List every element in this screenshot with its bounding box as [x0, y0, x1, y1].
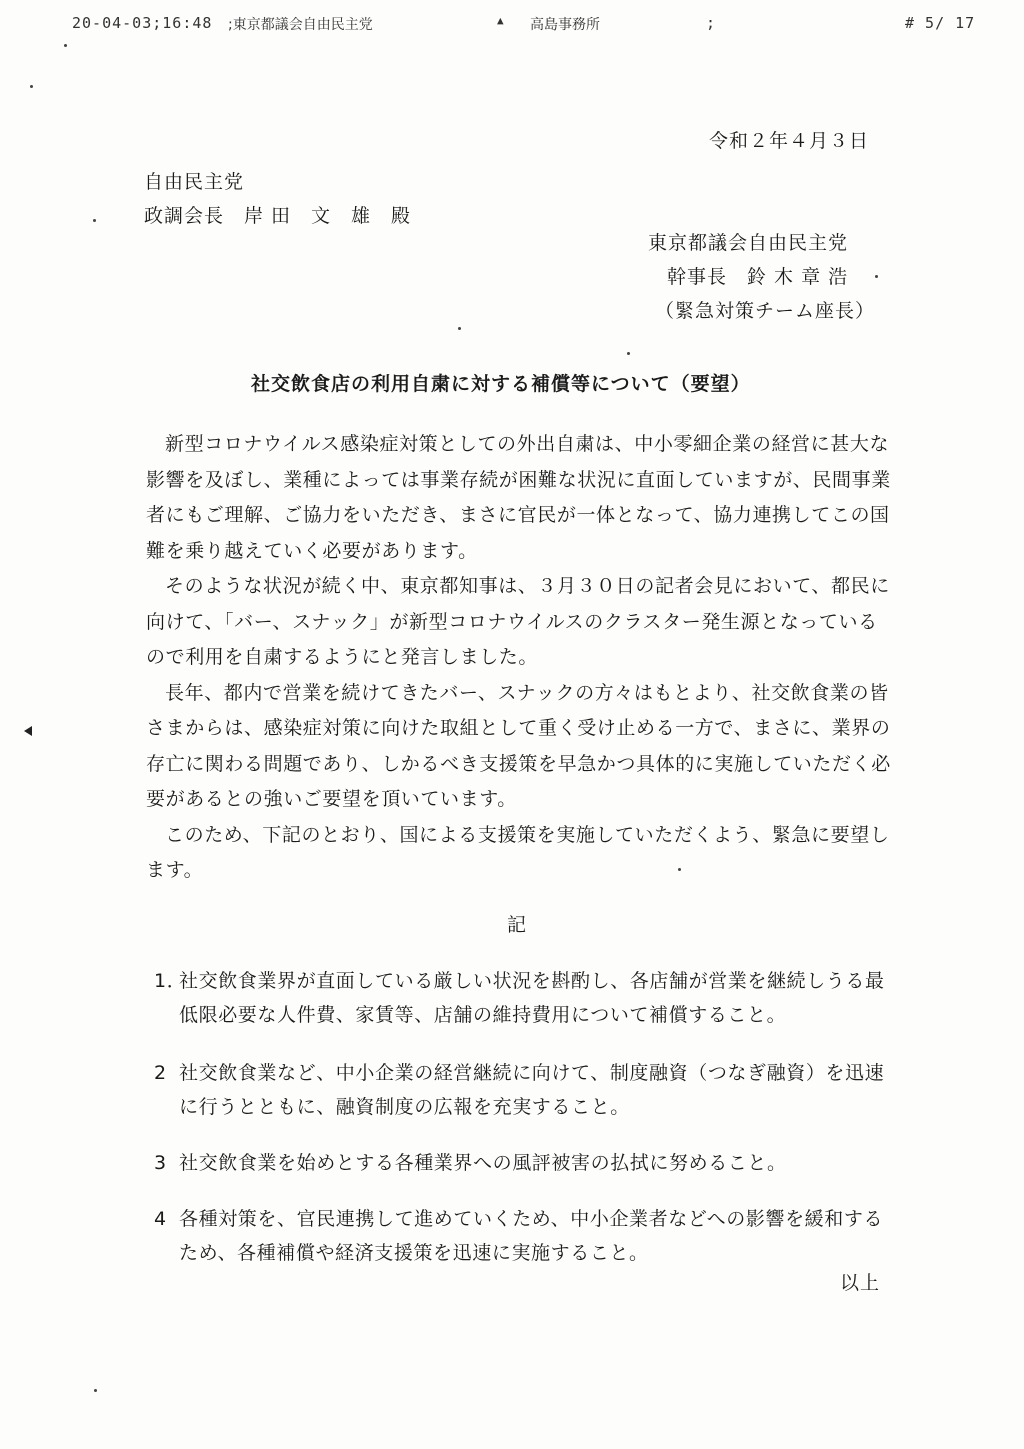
- letter-body: [146, 427, 892, 889]
- request-item-number: 2: [154, 1062, 167, 1084]
- scan-speck: [458, 327, 461, 330]
- sender-organization: 東京都議会自由民主党: [648, 232, 849, 254]
- scan-speck: [627, 352, 630, 355]
- request-item-number: 1．: [154, 970, 187, 992]
- body-paragraph: このため、下記のとおり、国による支援策を実施していただくよう、緊急に要望します。: [146, 823, 890, 881]
- fax-office: 高島事務所: [530, 17, 600, 33]
- recipient-party: 自由民主党: [144, 171, 245, 193]
- fax-separator: ;: [706, 14, 716, 32]
- fax-page-number: # 5/ 17: [905, 14, 976, 32]
- ki-heading: 記: [507, 914, 527, 936]
- request-item: [154, 1056, 894, 1124]
- request-item: [154, 1146, 894, 1180]
- scan-speck: [30, 85, 33, 88]
- request-item-text: 社交飲食業など、中小企業の経営継続に向けて、制度融資（つなぎ融資）を迅速に行うとともに、融資制度の広報を充実すること。: [179, 1062, 885, 1118]
- recipient-name: 政調会長 岸 田 文 雄 殿: [144, 205, 412, 227]
- request-item: [154, 1202, 894, 1270]
- sender-name: 幹事長 鈴 木 章 浩: [667, 266, 849, 288]
- request-item: [154, 964, 894, 1032]
- scan-speck: [64, 44, 67, 47]
- request-item-text: 社交飲食業を始めとする各種業界への風評被害の払拭に努めること。: [179, 1152, 787, 1174]
- closing-mark: 以上: [840, 1272, 881, 1294]
- request-item-text: 社交飲食業界が直面している厳しい状況を斟酌し、各店舗が営業を継続しうる最低限必要な人件費、家賃等、店舗の維持費用について補償すること。: [179, 970, 885, 1026]
- fax-arrow-icon: ▲: [497, 14, 504, 27]
- letter-date: 令和２年４月３日: [709, 130, 870, 152]
- scan-speck: [875, 275, 878, 278]
- fax-sender: ;東京都議会自由民主党: [228, 17, 373, 33]
- request-item-number: 4: [154, 1208, 167, 1230]
- sender-role: （緊急対策チーム座長）: [655, 300, 876, 322]
- scan-speck: [94, 1389, 97, 1392]
- request-list: [154, 964, 894, 1270]
- fax-header: [0, 10, 1024, 40]
- fax-margin-arrow-icon: [24, 726, 32, 736]
- request-item-text: 各種対策を、官民連携して進めていくため、中小企業者などへの影響を緩和するため、各種補償や経済支援策を迅速に実施すること。: [179, 1208, 884, 1264]
- body-paragraph: 長年、都内で営業を続けてきたバー、スナックの方々はもとより、社交飲食業の皆さまからは、感染症対策に向けた取組として重く受け止める一方で、まさに、業界の存亡に関わる問題であり、しかるべき支援策を早急かつ具体的に実施していただく必要があるとの強いご要望を頂いています。: [146, 681, 891, 810]
- scan-speck: [93, 219, 96, 222]
- fax-timestamp: 20-04-03;16:48: [72, 14, 213, 32]
- letter-title: 社交飲食店の利用自粛に対する補償等について（要望）: [251, 373, 751, 395]
- request-item-number: 3: [154, 1152, 167, 1174]
- body-paragraph: 新型コロナウイルス感染症対策としての外出自粛は、中小零細企業の経営に甚大な影響を及ぼし、業種によっては事業存続が困難な状況に直面していますが、民間事業者にもご理解、ご協力をいただき、まさに官民が一体となって、協力連携してこの国難を乗り越えていく必要があります。: [146, 433, 891, 562]
- body-paragraph: そのような状況が続く中、東京都知事は、３月３０日の記者会見において、都民に向けて、「バー、スナック」が新型コロナウイルスのクラスター発生源となっているので利用を自粛するようにと発言しました。: [146, 575, 890, 668]
